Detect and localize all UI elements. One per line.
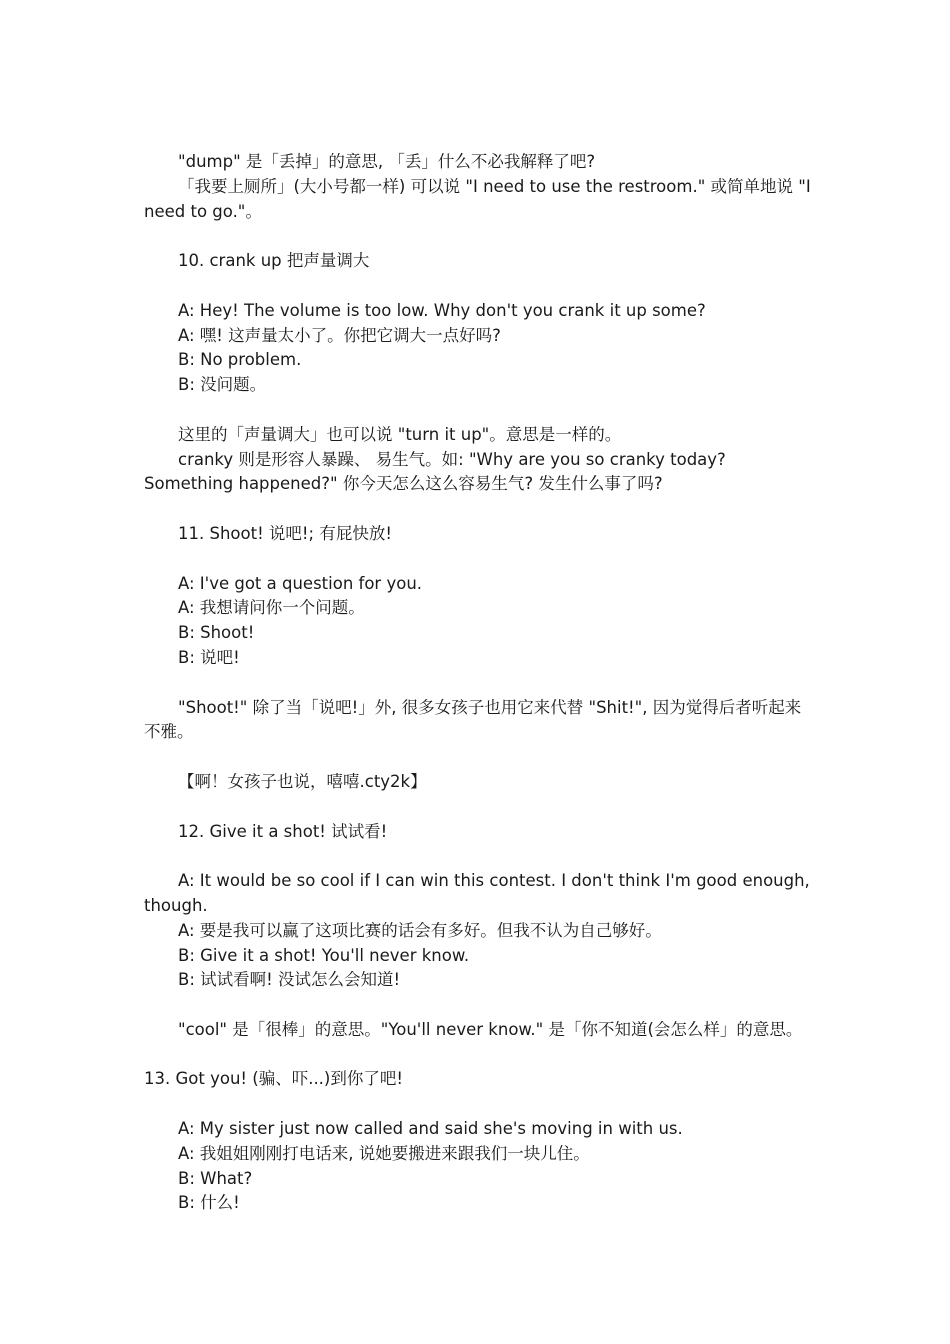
blank-line [144, 497, 812, 522]
text-paragraph: 11. Shoot! 说吧!; 有屁快放! [178, 523, 392, 543]
blank-line [144, 547, 812, 572]
text-paragraph: 13. Got you! (骗、吓...)到你了吧! [144, 1069, 403, 1089]
text-paragraph: 10. crank up 把声量调大 [178, 251, 370, 271]
blank-line [144, 274, 812, 299]
text-paragraph: B: What? [178, 1168, 253, 1188]
document-page [144, 150, 816, 1216]
text-paragraph: "cool" 是「很棒」的意思。"You'll never know." 是「你不知道(会怎么样」的意思。 [178, 1019, 803, 1039]
blank-line [144, 993, 812, 1018]
text-paragraph: B: Give it a shot! You'll never know. [178, 945, 470, 965]
text-paragraph: A: It would be so cool if I can win this contest. I don't think I'm good enough, though. [144, 871, 816, 915]
text-paragraph: 12. Give it a shot! 试试看! [178, 821, 388, 841]
text-paragraph: B: 说吧! [178, 647, 240, 667]
text-paragraph: 【啊！女孩子也说，嘻嘻.cty2k】 [178, 771, 427, 791]
blank-line [144, 745, 812, 770]
blank-line [144, 1043, 812, 1068]
blank-line [144, 398, 812, 423]
text-paragraph: 这里的「声量调大」也可以说 "turn it up"。意思是一样的。 [178, 424, 622, 444]
blank-line [144, 1092, 812, 1117]
text-paragraph: A: I've got a question for you. [178, 573, 423, 593]
text-paragraph: "Shoot!" 除了当「说吧!」外, 很多女孩子也用它来代替 "Shit!", 因为觉得后者听起来不雅。 [144, 697, 802, 742]
text-paragraph: B: 试试看啊! 没试怎么会知道! [178, 970, 401, 990]
text-paragraph: B: No problem. [178, 350, 302, 370]
text-paragraph: A: Hey! The volume is too low. Why don't you crank it up some? [178, 300, 706, 320]
text-paragraph: A: 嘿! 这声量太小了。你把它调大一点好吗? [178, 325, 501, 345]
text-paragraph: A: 我姐姐刚刚打电话来, 说她要搬进来跟我们一块儿住。 [178, 1143, 590, 1163]
text-paragraph: B: 什么! [178, 1193, 240, 1213]
text-paragraph: B: 没问题。 [178, 375, 267, 395]
text-paragraph: cranky 则是形容人暴躁、 易生气。如: "Why are you so cranky today? Something happened?" 你今天怎么这么容易生气? 发生什么事了吗? [144, 449, 732, 494]
blank-line [144, 844, 812, 869]
text-paragraph: A: 要是我可以赢了这项比赛的话会有多好。但我不认为自己够好。 [178, 920, 662, 940]
text-paragraph: "dump" 是「丢掉」的意思, 「丢」什么不必我解释了吧? [178, 152, 596, 171]
blank-line [144, 671, 812, 696]
text-paragraph: A: 我想请问你一个问题。 [178, 598, 365, 618]
blank-line [144, 795, 812, 820]
text-paragraph: B: Shoot! [178, 623, 255, 643]
text-paragraph: 「我要上厕所」(大小号都一样) 可以说 "I need to use the restroom." 或简单地说 "I need to go."。 [144, 176, 816, 221]
text-paragraph: A: My sister just now called and said she's moving in with us. [178, 1119, 683, 1139]
blank-line [144, 224, 812, 249]
